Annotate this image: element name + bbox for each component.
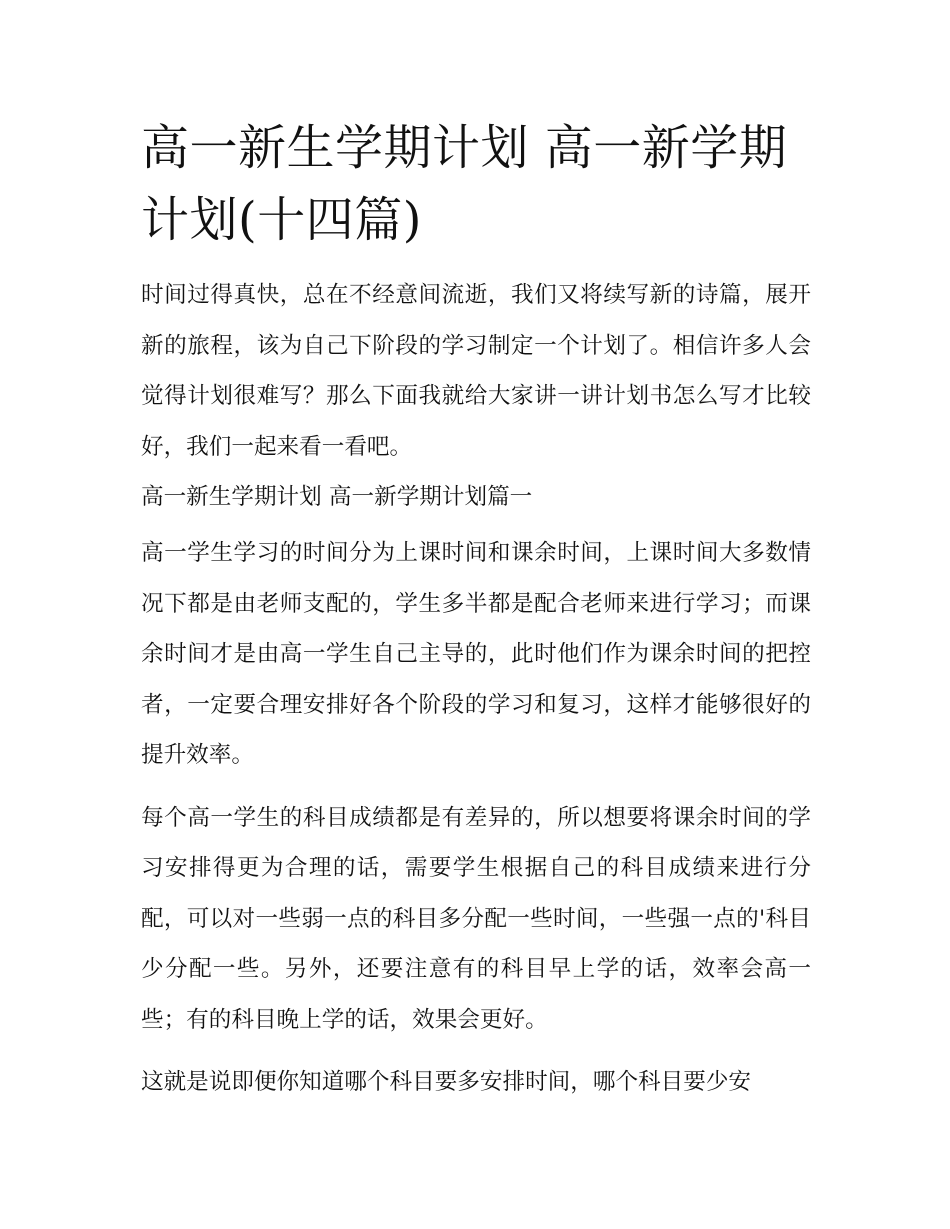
body-paragraph: 每个高一学生的科目成绩都是有差异的，所以想要将课余时间的学习安排得更为合理的话，需要学生根据自己的科目成绩来进行分配，可以对一些弱一点的科目多分配一些时间，一些强一点的'科目少分配一些。另外，还要注意有的科目早上学的话，效率会高一些；有的科目晚上学的话，效果会更好。 (141, 804, 811, 1033)
document-title: 高一新生学期计划 高一新学期计划(十四篇) (141, 120, 788, 248)
document-body (141, 112, 811, 1108)
body-paragraph: 高一学生学习的时间分为上课时间和课余时间，上课时间大多数情况下都是由老师支配的，学生多半都是配合老师来进行学习；而课余时间才是由高一学生自己主导的，此时他们作为课余时间的把控者，一定要合理安排好各个阶段的学习和复习，这样才能够很好的提升效率。 (141, 540, 811, 768)
body-paragraph: 这就是说即便你知道哪个科目要多安排时间，哪个科目要少安 (141, 1069, 752, 1095)
intro-paragraph: 时间过得真快，总在不经意间流逝，我们又将续写新的诗篇，展开新的旅程，该为自己下阶段的学习制定一个计划了。相信许多人会觉得计划很难写？那么下面我就给大家讲一讲计划书怎么写才比较好，我们一起来看一看吧。 (141, 282, 811, 460)
section-heading: 高一新生学期计划 高一新学期计划篇一 (141, 484, 533, 510)
